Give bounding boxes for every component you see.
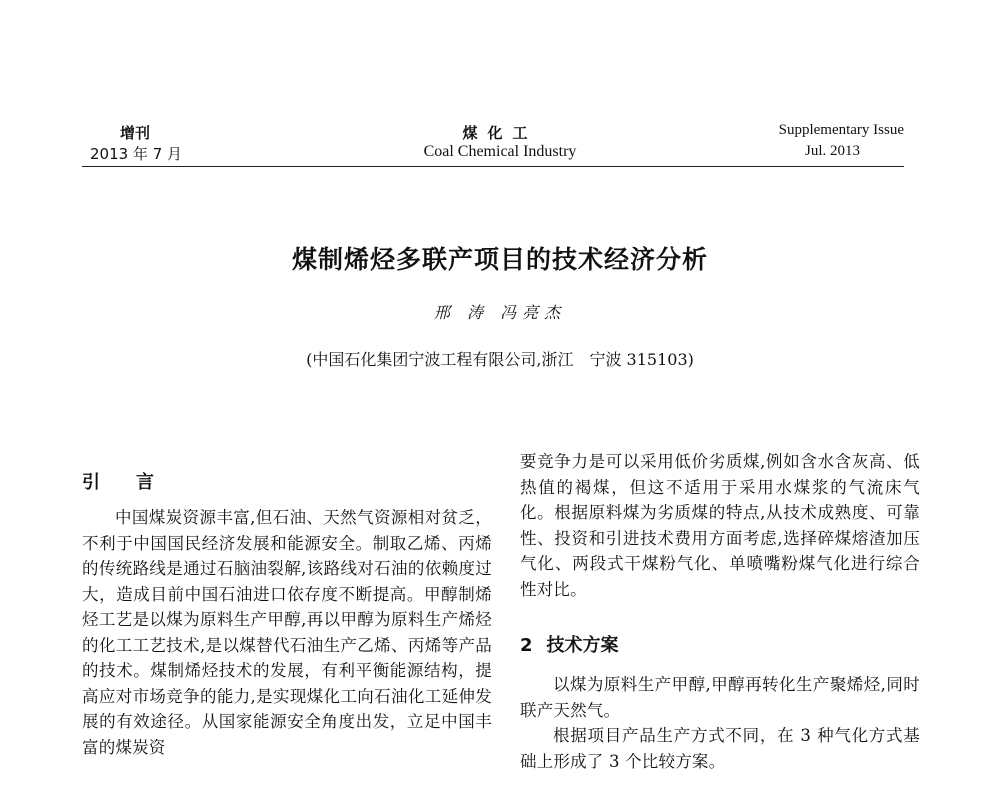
header-divider	[82, 166, 904, 167]
continuation-paragraph: 要竞争力是可以采用低价劣质煤,例如含水含灰高、低热值的褐煤，但这不适用于采用水煤浆的气流床气化。根据原料煤为劣质煤的特点,从技术成熟度、可靠性、投资和引进技术费用方面考虑,选择碎煤熔渣加压气化、两段式干煤粉气化、单喷嘴粉煤气化进行综合性对比。	[520, 452, 920, 599]
sec2-paragraph-2: 根据项目产品生产方式不同，在 3 种气化方式基础上形成了 3 个比较方案。	[520, 726, 920, 771]
article-affiliation: (中国石化集团宁波工程有限公司,浙江 宁波 315103)	[306, 350, 694, 369]
sec2-paragraph-1: 以煤为原料生产甲醇,甲醇再转化生产聚烯烃,同时联产天然气。	[520, 675, 920, 720]
left-column	[82, 505, 492, 760]
right-column-top	[520, 449, 920, 602]
right-column-bottom	[520, 672, 920, 774]
issue-type-label: 增刊	[120, 124, 151, 142]
section-heading-intro: 引言	[82, 472, 190, 493]
issue-date-cn: 2013 年 7 月	[90, 145, 183, 163]
issue-type-en: Supplementary Issue	[778, 122, 904, 138]
issue-date-en: Jul. 2013	[805, 143, 861, 159]
journal-name-cn: 煤化工	[462, 124, 538, 142]
section-title: 技术方案	[546, 635, 619, 656]
section-number: 2	[520, 635, 533, 656]
intro-paragraph: 中国煤炭资源丰富,但石油、天然气资源相对贫乏，不利于中国国民经济发展和能源安全。制取乙烯、丙烯的传统路线是通过石脑油裂解,该路线对石油的依赖度过大，造成目前中国石油进口依存度不断提高。甲醇制烯烃工艺是以煤为原料生产甲醇,再以甲醇为原料生产烯烃的化工工艺技术,是以煤替代石油生产乙烯、丙烯等产品的技术。煤制烯烃技术的发展，有利平衡能源结构，提高应对市场竞争的能力,是实现煤化工向石油化工延伸发展的有效途径。从国家能源安全角度出发，立足中国丰富的煤炭资	[82, 508, 492, 757]
article-title: 煤制烯烃多联产项目的技术经济分析	[291, 245, 708, 274]
section-heading-2	[520, 631, 619, 657]
article-authors: 邢 涛 冯亮杰	[433, 303, 567, 322]
journal-name-en: Coal Chemical Industry	[423, 143, 577, 160]
